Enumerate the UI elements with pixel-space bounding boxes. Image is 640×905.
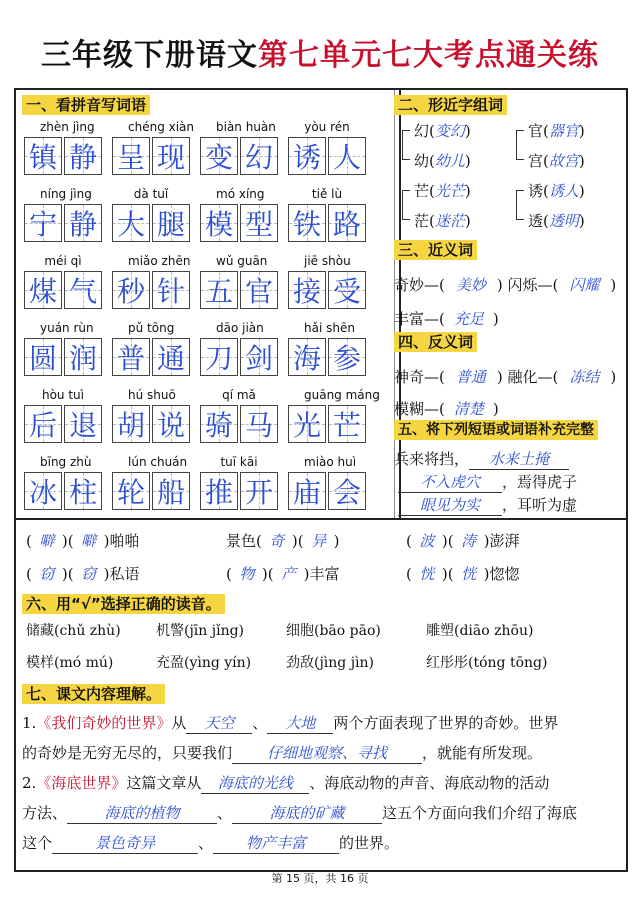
fill-item: ( 物 )( 产 )丰富	[226, 565, 340, 583]
upper-panel	[14, 88, 628, 520]
written-char: 官	[244, 275, 273, 308]
written-char: 静	[68, 141, 97, 174]
answer: 不入虎穴	[398, 471, 502, 493]
written-char: 芒	[332, 409, 361, 442]
char-cell	[240, 204, 278, 242]
pinyin-label: dà tuǐ	[133, 187, 169, 201]
pinyin-label: wǔ guān	[216, 254, 268, 268]
written-char: 静	[68, 208, 97, 241]
fill-item: ( 波 )( 涛 )澎湃	[406, 532, 520, 550]
antonym-row-1: 神奇—( 普通 ) 融化—( 冻结 )	[394, 368, 617, 386]
answer: 眼见为实	[398, 494, 502, 516]
title-part2: 第七单元七大考点通关练	[258, 38, 599, 73]
brace	[402, 190, 410, 220]
written-char: 诱	[292, 141, 321, 174]
pinyin-label: níng jìng	[40, 187, 92, 201]
synonym-row-1: 奇妙—( 美妙 ) 闪烁—( 闪耀 )	[394, 276, 617, 294]
pinyin-label: tuī kāi	[220, 455, 258, 469]
similar-char-item: 官(器官)	[528, 122, 585, 140]
written-char: 退	[68, 409, 97, 442]
char-cell	[288, 405, 326, 443]
answer: 光芒	[434, 182, 465, 200]
section7-heading: 七、课文内容理解。	[22, 684, 165, 704]
similar-char-item: 茫(迷茫)	[414, 212, 471, 230]
answer: 充足	[453, 310, 484, 328]
char-cell	[152, 338, 190, 376]
written-char: 镇	[28, 141, 57, 174]
char-cell	[240, 137, 278, 175]
written-char: 受	[332, 275, 361, 308]
char-cell	[328, 472, 366, 510]
pinyin-label: tiě lù	[311, 187, 343, 201]
section3-heading: 三、近义词	[394, 240, 477, 260]
written-char: 光	[292, 409, 321, 442]
char-cell	[64, 405, 102, 443]
written-char: 圆	[28, 342, 57, 375]
idiom-line-1: 兵来将挡， 水来土掩	[394, 448, 569, 470]
written-char: 秒	[116, 275, 145, 308]
written-char: 推	[204, 476, 233, 509]
char-cell	[64, 338, 102, 376]
pinyin-label: miào huì	[304, 455, 357, 469]
char-cell	[200, 405, 238, 443]
answer: 幼儿	[434, 152, 465, 170]
char-cell	[200, 271, 238, 309]
antonym-row-2: 模糊—( 清楚 )	[394, 400, 499, 418]
char-cell	[240, 338, 278, 376]
char-cell	[328, 137, 366, 175]
char-cell	[328, 204, 366, 242]
written-char: 参	[332, 342, 361, 375]
fill-item: 景色( 奇 )( 异 )	[226, 532, 340, 550]
written-char: 气	[68, 275, 97, 308]
brace	[516, 190, 524, 220]
written-char: 路	[332, 208, 361, 241]
char-cell	[64, 472, 102, 510]
written-char: 轮	[116, 476, 145, 509]
fill-item: ( 恍 )( 恍 )惚惚	[406, 565, 520, 583]
char-cell	[152, 472, 190, 510]
char-cell	[240, 405, 278, 443]
written-char: 骑	[204, 409, 233, 442]
written-char: 刀	[204, 342, 233, 375]
pinyin-label: hú shuō	[128, 388, 176, 402]
answer: 器官	[548, 122, 579, 140]
pinyin-label: qí mǎ	[222, 388, 256, 402]
pronunciation-item: 细胞(bāo pāo)	[286, 623, 381, 639]
pinyin-label: méi qì	[44, 254, 82, 268]
written-char: 接	[292, 275, 321, 308]
q2-line-1: 2.《海底世界》这篇文章从 海底的光线 、海底动物的声音、海底动物的活动	[22, 774, 550, 792]
char-cell	[200, 338, 238, 376]
written-char: 铁	[292, 208, 321, 241]
pronunciation-item: 机警(jīn jǐng)	[156, 623, 245, 639]
char-cell	[112, 405, 150, 443]
written-char: 通	[156, 342, 185, 375]
answer: 清楚	[453, 400, 484, 418]
pinyin-label: yòu rén	[304, 120, 350, 134]
brace	[516, 130, 524, 160]
char-cell	[24, 204, 62, 242]
pronunciation-item: 充盈(yìng yín)	[156, 655, 252, 671]
pinyin-label: mó xíng	[216, 187, 265, 201]
answer: 闪耀	[569, 276, 600, 294]
section1-heading: 一、看拼音写词语	[22, 95, 150, 115]
pinyin-label: miǎo zhēn	[128, 254, 191, 268]
written-char: 变	[204, 141, 233, 174]
char-cell	[328, 405, 366, 443]
char-cell	[24, 271, 62, 309]
char-cell	[288, 271, 326, 309]
char-cell	[152, 137, 190, 175]
written-char: 海	[292, 342, 321, 375]
written-char: 马	[244, 409, 273, 442]
answer: 普通	[455, 368, 486, 386]
char-cell	[112, 137, 150, 175]
written-char: 煤	[28, 275, 57, 308]
answer: 水来土掩	[469, 448, 569, 470]
pinyin-label: biàn huàn	[216, 120, 276, 134]
char-cell	[64, 271, 102, 309]
written-char: 人	[332, 141, 361, 174]
char-cell	[112, 472, 150, 510]
char-cell	[24, 338, 62, 376]
written-char: 剑	[244, 342, 273, 375]
char-cell	[200, 472, 238, 510]
q2-line-2: 方法、 海底的植物 、 海底的矿藏 这五个方面向我们介绍了海底	[22, 804, 578, 822]
pinyin-label: chéng xiàn	[128, 120, 195, 134]
answer: 美妙	[455, 276, 486, 294]
written-char: 模	[204, 208, 233, 241]
pinyin-label: hǎi shēn	[304, 321, 355, 335]
fill-item: ( 窃 )( 窃 )私语	[26, 565, 140, 583]
answer: 冻结	[569, 368, 600, 386]
char-cell	[64, 204, 102, 242]
pinyin-label: pǔ tōng	[128, 321, 175, 335]
similar-char-item: 透(透明)	[528, 212, 585, 230]
page-footer: 第 15 页，共 16 页	[271, 872, 369, 885]
char-cell	[152, 271, 190, 309]
fill-item: ( 噼 )( 噼 )啪啪	[26, 532, 140, 550]
written-char: 胡	[116, 409, 145, 442]
pronunciation-item: 雕塑(diāo zhōu)	[426, 623, 534, 639]
char-cell	[200, 204, 238, 242]
pronunciation-item: 储藏(chǔ zhù)	[26, 623, 121, 639]
written-char: 宁	[28, 208, 57, 241]
char-cell	[112, 338, 150, 376]
pinyin-label: bīng zhù	[40, 455, 92, 469]
similar-char-item: 诱(诱人)	[528, 182, 585, 200]
written-char: 润	[68, 342, 97, 375]
lower-panel	[14, 520, 628, 872]
written-char: 会	[332, 476, 361, 509]
char-cell	[288, 472, 326, 510]
char-cell	[328, 271, 366, 309]
brace	[402, 130, 410, 160]
similar-char-item: 宫(故宫)	[528, 152, 585, 170]
similar-char-item: 幻(变幻)	[414, 122, 471, 140]
written-char: 现	[156, 141, 185, 174]
pinyin-label: jiē shòu	[304, 254, 351, 268]
answer: 透明	[548, 212, 579, 230]
pinyin-label: dāo jiàn	[216, 321, 264, 335]
q1-line-1: 1.《我们奇妙的世界》从 天空 、 大地 两个方面表现了世界的奇妙。世界	[22, 714, 559, 732]
answer: 变幻	[434, 122, 465, 140]
char-cell	[152, 204, 190, 242]
char-cell	[24, 137, 62, 175]
pronunciation-item: 模样(mó mú)	[26, 655, 114, 671]
q2-line-3: 这个 景色奇异 、 物产丰富 的世界。	[22, 834, 400, 852]
pinyin-label: lún chuán	[128, 455, 188, 469]
similar-char-item: 幼(幼儿)	[414, 152, 471, 170]
written-char: 大	[116, 208, 145, 241]
char-cell	[24, 472, 62, 510]
pronunciation-item: 劲敌(jìng jìn)	[286, 655, 375, 671]
pinyin-label: guāng máng	[304, 388, 380, 402]
written-char: 说	[156, 409, 185, 442]
section6-heading: 六、用“√”选择正确的读音。	[22, 594, 225, 614]
written-char: 柱	[68, 476, 97, 509]
pinyin-label: yuán rùn	[40, 321, 94, 335]
similar-char-item: 芒(光芒)	[414, 182, 471, 200]
answer: 迷茫	[434, 212, 465, 230]
char-cell	[288, 338, 326, 376]
idiom-line-2: 不入虎穴 ，焉得虎子	[398, 471, 577, 493]
section4-heading: 四、反义词	[394, 332, 477, 352]
pinyin-label: zhèn jìng	[40, 120, 95, 134]
answer: 诱人	[548, 182, 579, 200]
written-char: 五	[204, 275, 233, 308]
pronunciation-item: 红彤彤(tóng tōng)	[426, 655, 548, 671]
section5-heading: 五、将下列短语或词语补充完整	[394, 420, 598, 440]
written-char: 开	[244, 476, 273, 509]
char-cell	[328, 338, 366, 376]
char-cell	[64, 137, 102, 175]
char-cell	[240, 271, 278, 309]
char-cell	[288, 204, 326, 242]
written-char: 船	[156, 476, 185, 509]
written-char: 呈	[116, 141, 145, 174]
pinyin-label: hòu tuì	[41, 388, 84, 402]
written-char: 腿	[156, 208, 185, 241]
written-char: 庙	[292, 476, 321, 509]
char-cell	[240, 472, 278, 510]
char-cell	[152, 405, 190, 443]
written-char: 针	[156, 275, 185, 308]
char-cell	[288, 137, 326, 175]
section2-heading: 二、形近字组词	[394, 95, 507, 115]
synonym-row-2: 丰富—( 充足 )	[394, 310, 499, 328]
title-part1: 三年级下册语文	[41, 38, 258, 73]
written-char: 后	[28, 409, 57, 442]
answer: 故宫	[548, 152, 579, 170]
written-char: 普	[116, 342, 145, 375]
char-cell	[24, 405, 62, 443]
written-char: 型	[244, 208, 273, 241]
char-cell	[200, 137, 238, 175]
page-title	[0, 30, 640, 74]
char-cell	[112, 204, 150, 242]
q1-line-2: 的奇妙是无穷无尽的，只要我们 仔细地观察、寻找 ，就能有所发现。	[22, 744, 543, 762]
written-char: 幻	[244, 141, 273, 174]
char-cell	[112, 271, 150, 309]
idiom-line-3: 眼见为实 ，耳听为虚	[398, 494, 577, 516]
written-char: 冰	[28, 476, 57, 509]
